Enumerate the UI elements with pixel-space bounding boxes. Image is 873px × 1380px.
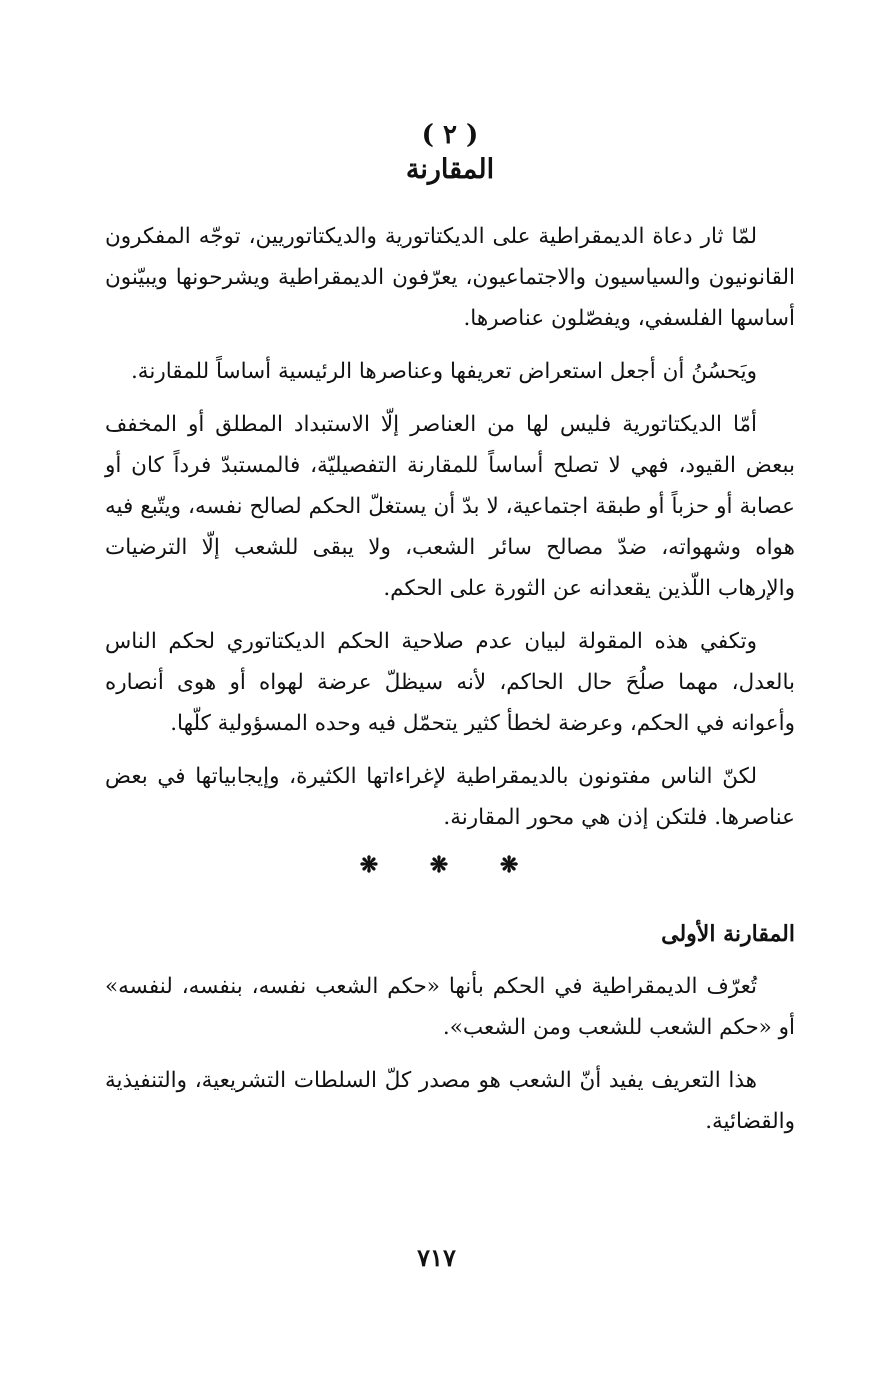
- section-paragraph-2: هذا التعريف يفيد أنّ الشعب هو مصدر كلّ السلطات التشريعية، والتنفيذية والقضائية.: [105, 1068, 795, 1134]
- paragraph-1: لمّا ثار دعاة الديمقراطية على الديكتاتورية والديكتاتوريين، توجّه المفكرون القانونيون والسياسيون والاجتماعيون، يعرّفون الديمقراطية ويشرحونها ويبيّنون أساسها الفلسفي، ويفصّلون عناصرها.: [105, 224, 795, 331]
- chapter-number: ( ٢ ): [421, 120, 479, 150]
- section-paragraph-1: تُعرّف الديمقراطية في الحكم بأنها «حكم الشعب نفسه، بنفسه، لنفسه» أو «حكم الشعب للشعب ومن الشعب».: [105, 974, 795, 1040]
- paragraph-4: وتكفي هذه المقولة لبيان عدم صلاحية الحكم الديكتاتوري لحكم الناس بالعدل، مهما صلُحَ حال الحاكم، لأنه سيظلّ عرضة لهواه أو هوى أنصاره وأعوانه في الحكم، وعرضة لخطأ كثير يتحمّل فيه وحده المسؤولية كلّها.: [105, 629, 795, 736]
- page-number: ٧١٧: [417, 1243, 456, 1272]
- paragraph-5: لكنّ الناس مفتونون بالديمقراطية لإغراءاتها الكثيرة، وإيجابياتها في بعض عناصرها. فلتكن إذن هي محور المقارنة.: [105, 764, 795, 830]
- section-separator: ❋ ❋ ❋: [359, 852, 541, 878]
- chapter-title: المقارنة: [405, 154, 495, 185]
- paragraph-2: ويَحسُنُ أن أجعل استعراض تعريفها وعناصرها الرئيسية أساساً للمقارنة.: [130, 359, 757, 384]
- page-body: [105, 120, 795, 1154]
- paragraph-3: أمّا الديكتاتورية فليس لها من العناصر إلّا الاستبداد المطلق أو المخفف ببعض القيود، فهي لا تصلح أساساً للمقارنة التفصيليّة، فالمستبدّ فرداً كان أو عصابة أو حزباً أو طبقة اجتماعية، لا بدّ أن يستغلّ الحكم لصالح نفسه، ويتّبع فيه هواه وشهواته، ضدّ مصالح سائر الشعب، ولا يبقى للشعب إلّا الترضيات والإرهاب اللّذين يقعدانه عن الثورة على الحكم.: [105, 412, 795, 601]
- section-title: المقارنة الأولى: [661, 921, 795, 947]
